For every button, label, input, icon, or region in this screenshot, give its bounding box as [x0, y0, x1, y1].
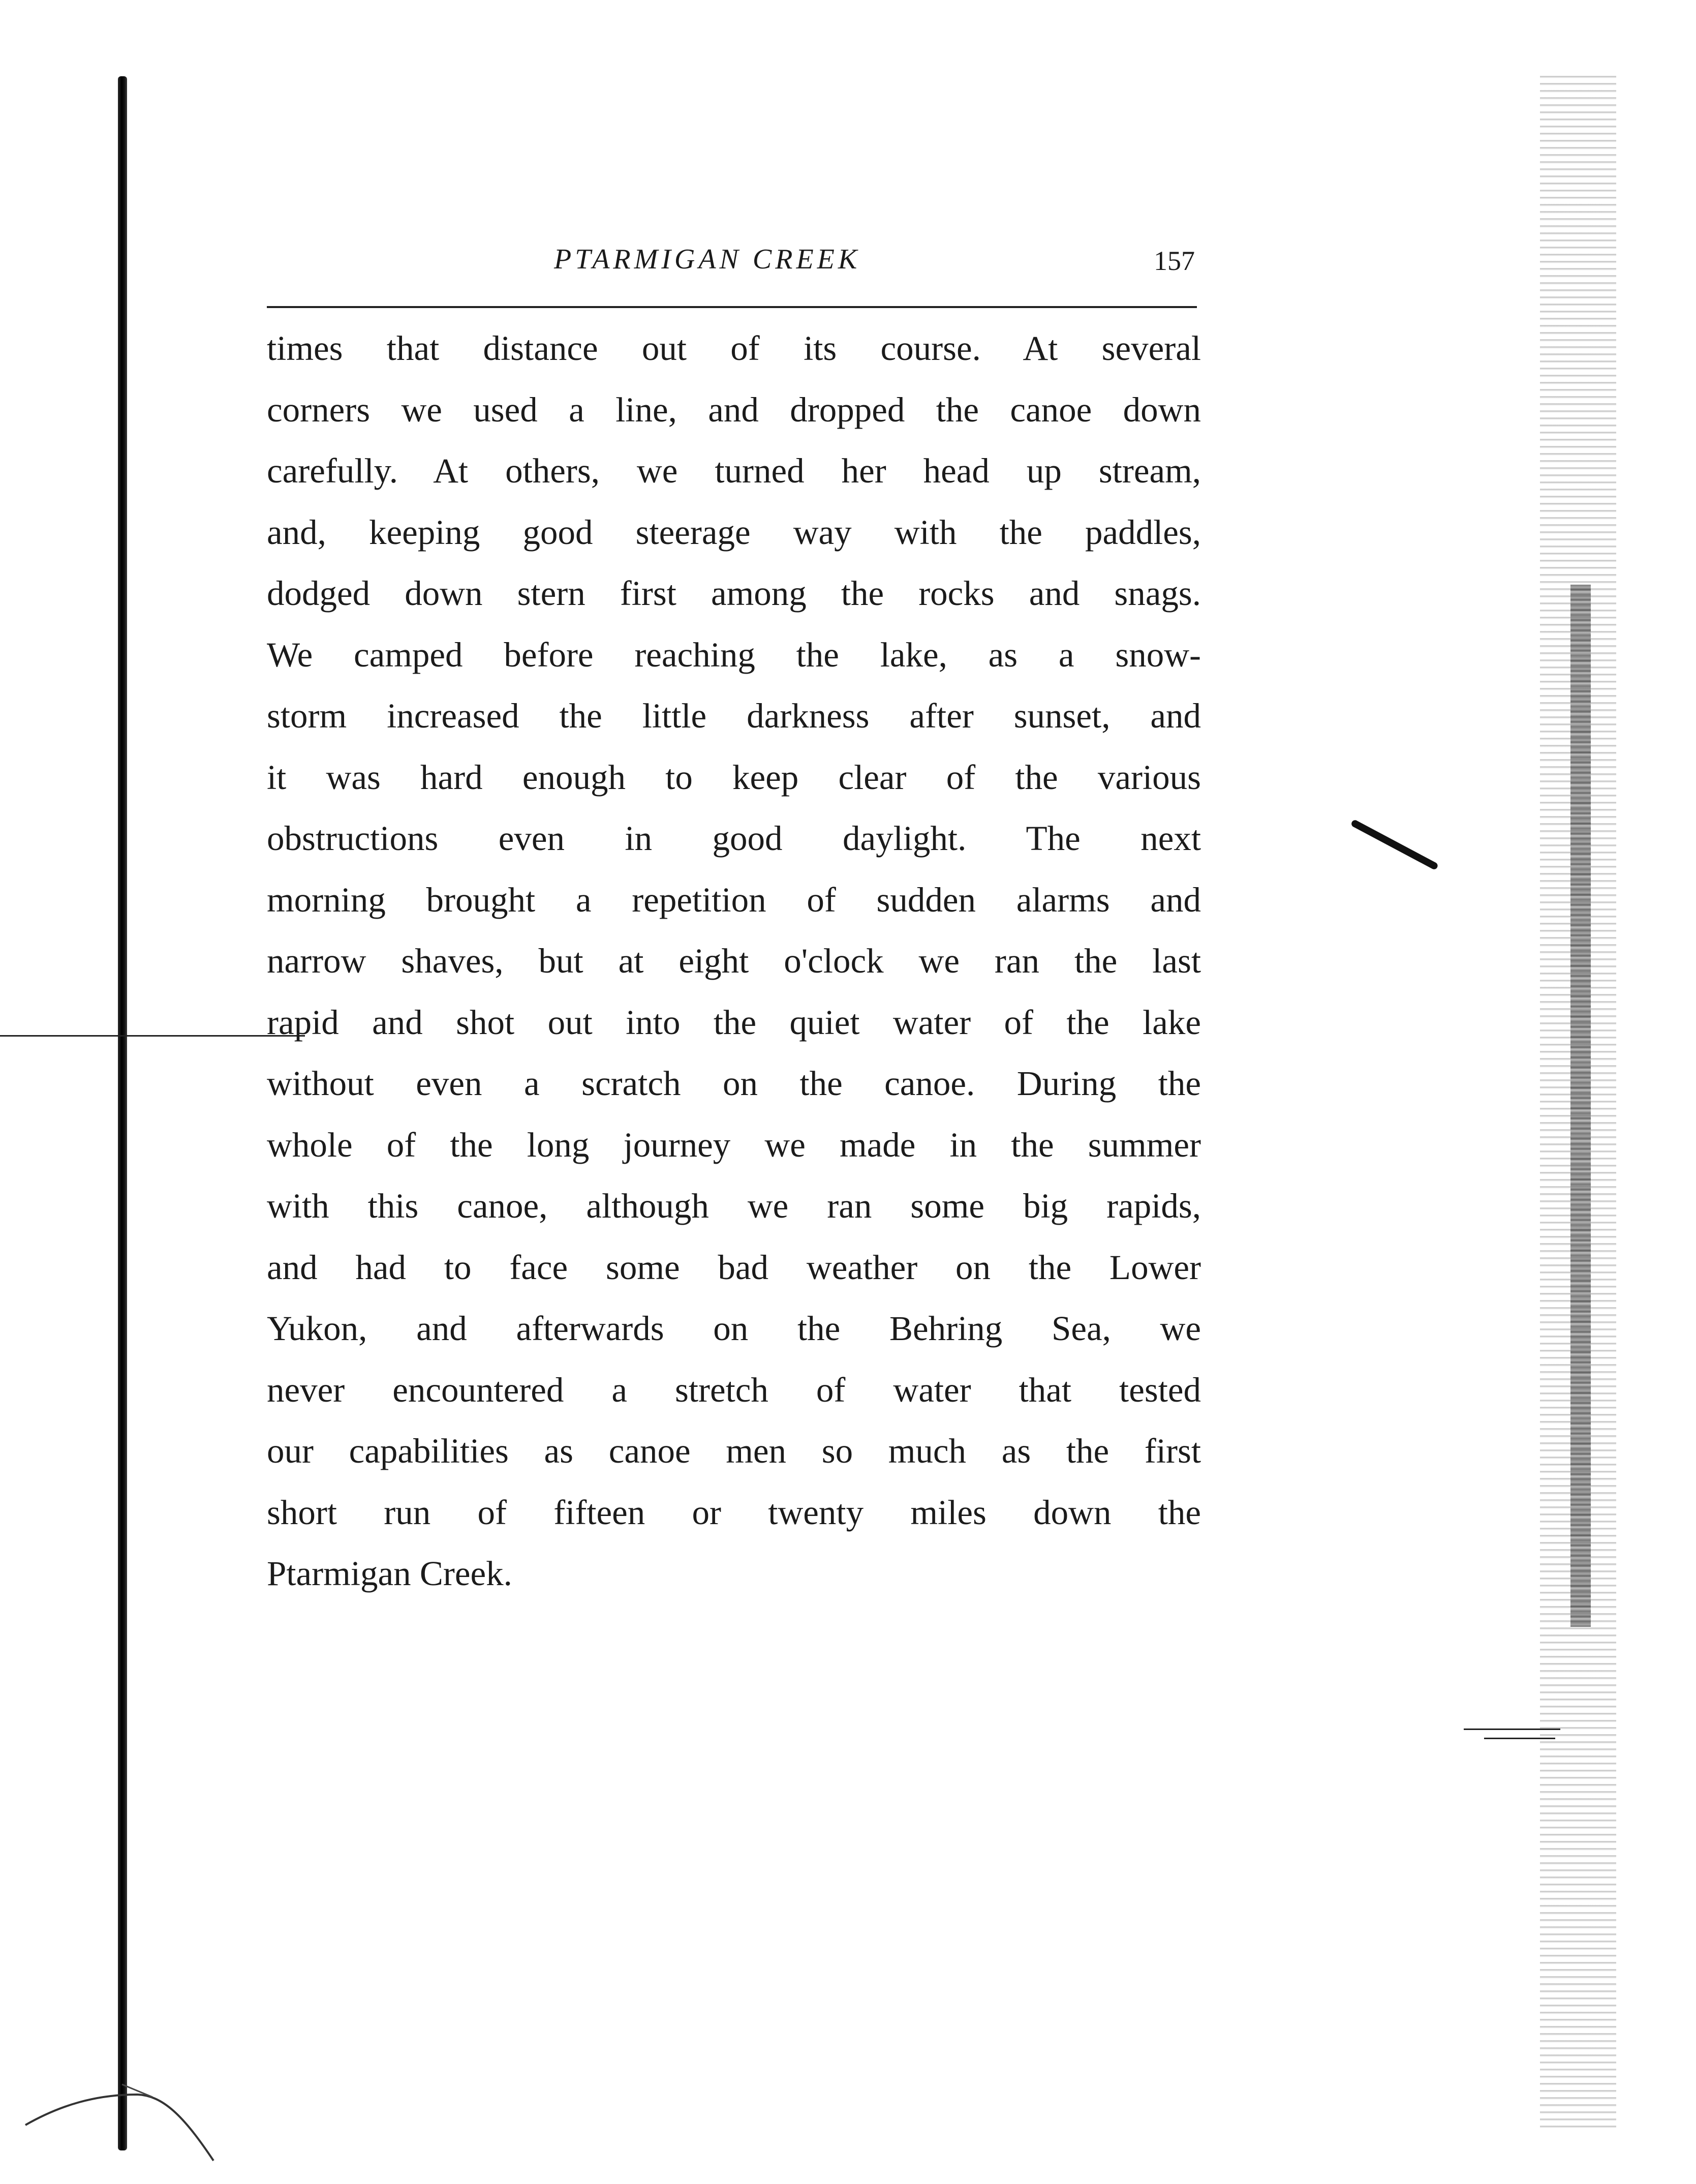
scan-edge-noise-core: [1570, 585, 1591, 1627]
text-line: with this canoe, although we ran some big rapids,: [267, 1187, 1201, 1225]
text-line: corners we used a line, and dropped the canoe down: [267, 390, 1201, 429]
text-line: our capabilities as canoe men so much as the first: [267, 1432, 1201, 1470]
text-line: carefully. At others, we turned her head up stream,: [267, 451, 1201, 490]
corner-scribble: [20, 2049, 234, 2171]
text-line: storm increased the little darkness after sunset, and: [267, 696, 1201, 735]
body-text: [267, 318, 1201, 1604]
running-head: PTARMIGAN CREEK: [554, 244, 861, 275]
text-line: never encountered a stretch of water that tested: [267, 1370, 1201, 1409]
text-line: and had to face some bad weather on the Lower: [267, 1248, 1201, 1287]
scan-rule-right-lower: [1484, 1738, 1555, 1739]
header-rule: [267, 306, 1197, 308]
binding-edge-line: [118, 76, 127, 2150]
text-line: and, keeping good steerage way with the paddles,: [267, 512, 1201, 552]
text-line-last: Ptarmigan Creek.: [267, 1554, 512, 1593]
page-number: 157: [1154, 246, 1195, 276]
text-line: rapid and shot out into the quiet water of the lake: [267, 1003, 1201, 1042]
text-line: morning brought a repetition of sudden alarms and: [267, 880, 1201, 919]
pen-stroke-mark: [1350, 819, 1439, 871]
text-line: obstructions even in good daylight. The next: [267, 819, 1201, 858]
text-line: Yukon, and afterwards on the Behring Sea, we: [267, 1309, 1201, 1348]
scan-rule-right: [1464, 1728, 1560, 1730]
text-line: narrow shaves, but at eight o'clock we ran the last: [267, 942, 1201, 980]
text-line: short run of fifteen or twenty miles down the: [267, 1493, 1201, 1532]
scan-rule-left: [0, 1035, 305, 1037]
text-line: it was hard enough to keep clear of the various: [267, 757, 1201, 797]
text-line: without even a scratch on the canoe. During the: [267, 1064, 1201, 1103]
text-line: dodged down stern first among the rocks and snags.: [267, 574, 1201, 613]
text-line: times that distance out of its course. At several: [267, 329, 1201, 368]
text-line: whole of the long journey we made in the summer: [267, 1125, 1201, 1164]
text-line: We camped before reaching the lake, as a snow-: [267, 635, 1201, 674]
